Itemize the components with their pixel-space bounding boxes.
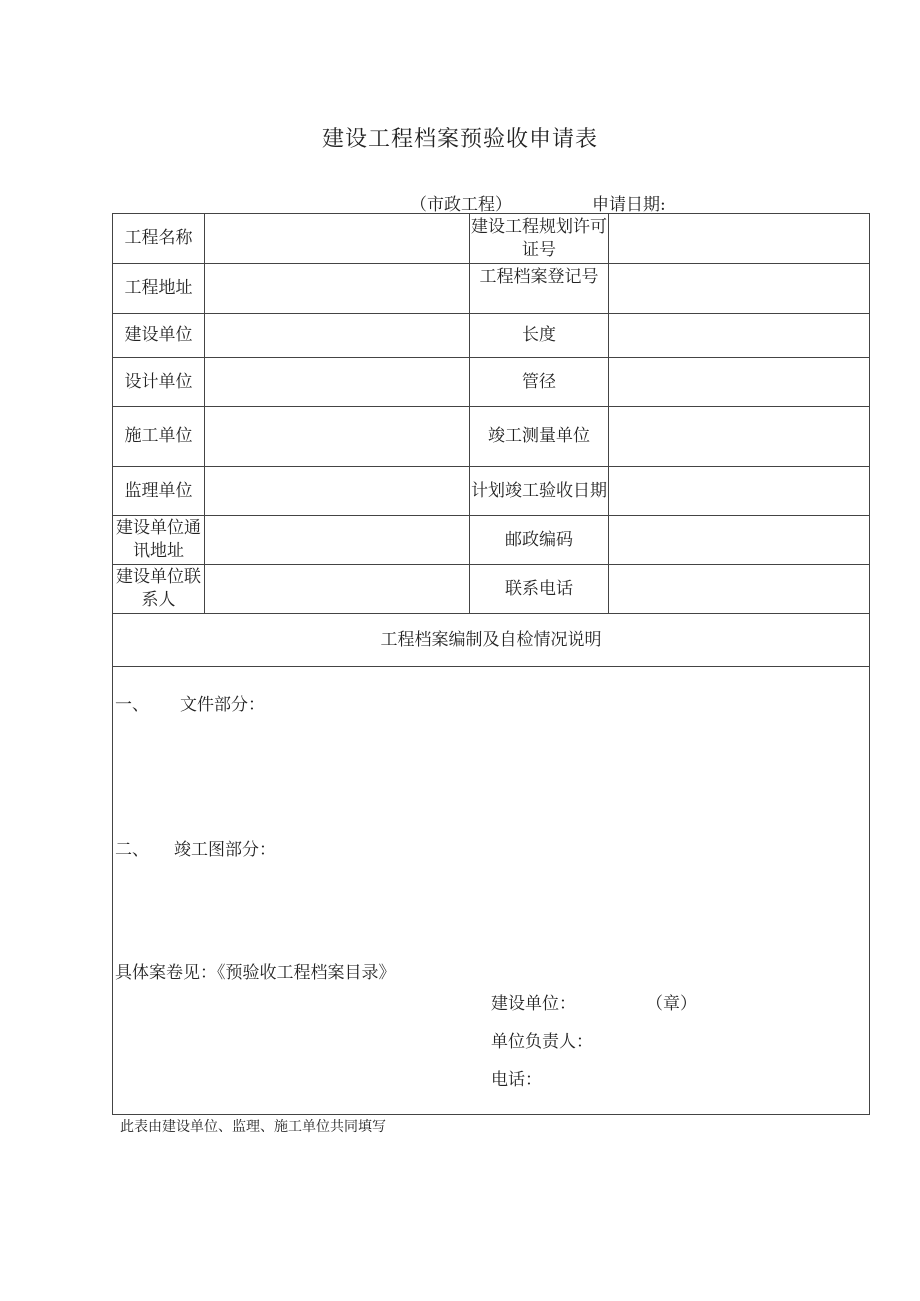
archive-reference: 具体案卷见：《预验收工程档案目录》 xyxy=(115,963,396,983)
form-row xyxy=(113,407,870,467)
row-label: 设计单位 xyxy=(113,358,205,407)
row-label: 工程名称 xyxy=(113,214,205,264)
form-row xyxy=(113,214,870,264)
postal-code-field[interactable] xyxy=(609,516,870,565)
self-check-description-area[interactable] xyxy=(113,667,870,1115)
supervision-unit-field[interactable] xyxy=(205,467,470,516)
project-name-field[interactable] xyxy=(205,214,470,264)
length-field[interactable] xyxy=(609,314,870,358)
row-label: 管径 xyxy=(470,358,609,407)
phone-label: 电话： xyxy=(491,1070,542,1090)
row-label: 邮政编码 xyxy=(470,516,609,565)
form-row xyxy=(113,314,870,358)
mailing-address-field[interactable] xyxy=(205,516,470,565)
part2-number: 二、 xyxy=(115,840,149,860)
apply-date-label: 申请日期: xyxy=(592,195,666,215)
seal-mark: （章） xyxy=(646,994,697,1014)
row-label: 长度 xyxy=(470,314,609,358)
form-row xyxy=(113,516,870,565)
part2-label: 竣工图部分： xyxy=(174,840,276,860)
form-row xyxy=(113,264,870,314)
planned-acceptance-date-field[interactable] xyxy=(609,467,870,516)
form-row xyxy=(113,565,870,614)
page-title: 建设工程档案预验收申请表 xyxy=(321,127,598,152)
pipe-diameter-field[interactable] xyxy=(609,358,870,407)
contact-phone-field[interactable] xyxy=(609,565,870,614)
row-label: 计划竣工验收日期 xyxy=(470,467,609,516)
row-label: 建设单位联系人 xyxy=(113,565,205,614)
project-address-field[interactable] xyxy=(205,264,470,314)
sign-unit-label: 建设单位： xyxy=(491,994,576,1014)
row-label: 建设单位 xyxy=(113,314,205,358)
archive-registration-number-field[interactable] xyxy=(609,264,870,314)
footnote: 此表由建设单位、监理、施工单位共同填写 xyxy=(120,1119,386,1135)
construction-unit-field[interactable] xyxy=(205,314,470,358)
survey-unit-field[interactable] xyxy=(609,407,870,467)
contractor-unit-field[interactable] xyxy=(205,407,470,467)
responsible-person-label: 单位负责人： xyxy=(491,1032,593,1052)
row-label: 竣工测量单位 xyxy=(470,407,609,467)
form-row xyxy=(113,358,870,407)
row-label: 监理单位 xyxy=(113,467,205,516)
section-header-row xyxy=(113,614,870,667)
part1-label: 文件部分： xyxy=(180,695,265,715)
row-label: 工程地址 xyxy=(113,264,205,314)
design-unit-field[interactable] xyxy=(205,358,470,407)
part1-number: 一、 xyxy=(115,695,149,715)
application-form-table xyxy=(112,213,870,1115)
row-label: 建设单位通讯地址 xyxy=(113,516,205,565)
project-category: （市政工程） xyxy=(410,195,512,215)
planning-permit-number-field[interactable] xyxy=(609,214,870,264)
row-label: 联系电话 xyxy=(470,565,609,614)
row-label: 工程档案登记号 xyxy=(470,264,609,314)
form-row xyxy=(113,467,870,516)
row-label: 建设工程规划许可证号 xyxy=(470,214,609,264)
row-label: 施工单位 xyxy=(113,407,205,467)
contact-person-field[interactable] xyxy=(205,565,470,614)
section-title: 工程档案编制及自检情况说明 xyxy=(113,614,870,667)
section-body-row xyxy=(113,667,870,1115)
